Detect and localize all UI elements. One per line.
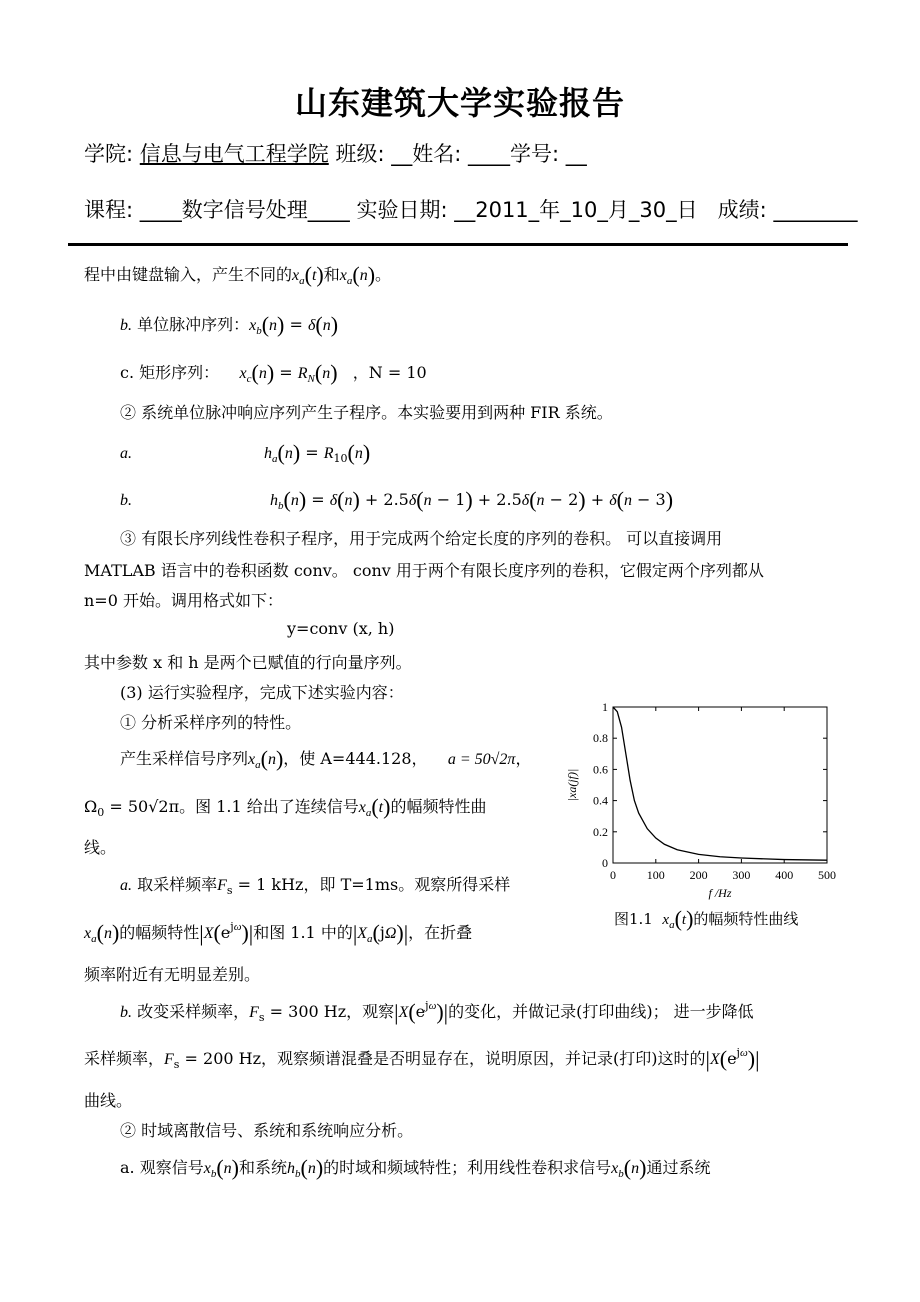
series-line: [613, 707, 827, 860]
course-label: 课程:: [84, 198, 140, 222]
body-line-15: $\Omega_0 = 50√2\pi$。图 1.1 给出了连续信号$x_a(t)$的幅频特性曲: [84, 794, 487, 819]
body-line-4: ② 系统单位脉冲响应序列产生子程序。本实验要用到两种 FIR 系统。: [120, 403, 613, 422]
y-tick-label: 0.4: [593, 793, 608, 808]
course-value: ____数字信号处理____: [139, 198, 350, 222]
y-axis-label: |xa(jf)|: [565, 768, 579, 802]
body-line-16: 线。: [84, 838, 117, 857]
y-tick-label: 0.8: [593, 731, 608, 746]
class-label: 班级:: [328, 142, 392, 166]
figure-caption: 图1.1 $x_a(t)$的幅频特性曲线: [614, 906, 799, 931]
date-day: _30_: [628, 198, 677, 222]
page-title: 山东建筑大学实验报告: [294, 84, 625, 122]
y-tick-label: 1: [602, 700, 608, 714]
x-tick-label: 0: [610, 868, 616, 882]
body-line-18: $x_a(n)$的幅频特性$|X(e^{j\omega})|$和图 1.1 中的$|X_a(j\Omega)|$，在折叠: [84, 920, 473, 946]
date-year-unit: 年: [539, 198, 561, 222]
id-blank: __: [565, 142, 587, 166]
body-line-7: ③ 有限长序列线性卷积子程序，用于完成两个给定长度的序列的卷积。 可以直接调用: [120, 529, 723, 548]
body-line-20: b. 改变采样频率，$F_s = 300$ Hz，观察$|X(e^{j\omega})|$的变化，并做记录(打印曲线)； 进一步降低: [120, 999, 754, 1025]
y-tick-label: 0.6: [593, 762, 608, 777]
name-blank: ____: [467, 142, 510, 166]
class-blank: __: [391, 142, 413, 166]
date-month: _10_: [560, 198, 608, 222]
name-label: 姓名:: [412, 142, 468, 166]
x-axis-label: f /Hz: [708, 886, 732, 900]
body-line-21: 采样频率，$F_s = 200$ Hz，观察频谱混叠是否明显存在，说明原因，并记录(打印)这时的$|X(e^{j\omega})|$: [84, 1046, 760, 1072]
college-value: 信息与电气工程学院: [139, 142, 329, 166]
date-day-unit: 日: [676, 198, 698, 222]
score-blank: ________: [773, 198, 858, 222]
header-divider: [68, 243, 848, 246]
body-line-2: b. 单位脉冲序列：$x_b(n) = \delta(n)$: [120, 312, 339, 337]
body-line-6: b. $h_b(n) = \delta(n) + 2.5\delta(n - 1) + 2.5\delta(n - 2) + \delta(n - 3)$: [120, 487, 674, 512]
x-tick-label: 500: [818, 868, 836, 882]
x-tick-label: 200: [689, 868, 708, 882]
x-tick-label: 300: [732, 868, 751, 882]
body-line-13: ① 分析采样序列的特性。: [120, 713, 302, 732]
plot-frame: [613, 707, 827, 863]
x-tick-label: 100: [646, 868, 665, 882]
id-label: 学号:: [509, 142, 566, 166]
body-line-23: ② 时域离散信号、系统和系统响应分析。: [120, 1121, 414, 1140]
y-tick-label: 0.2: [593, 824, 608, 839]
y-tick-label: 0: [602, 856, 608, 870]
body-line-9: n=0 开始。调用格式如下：: [84, 591, 283, 610]
body-line-19: 频率附近有无明显差别。: [84, 965, 261, 984]
body-line-1: 程中由键盘输入，产生不同的$x_a(t)$和$x_a(n)$。: [84, 262, 392, 287]
header-line-2: [84, 194, 857, 224]
date-label: 实验日期:: [356, 198, 455, 222]
college-label: 学院:: [84, 142, 140, 166]
body-line-5: a. $h_a(n) = R_{10}(n)$: [120, 440, 371, 465]
body-line-3: c. 矩形序列： $x_c(n) = R_N(n)$ ，N = 10: [120, 360, 427, 385]
body-line-22: 曲线。: [84, 1091, 133, 1110]
figure-chart: [560, 697, 850, 907]
date-year: __2011_: [454, 198, 540, 222]
body-line-8: MATLAB 语言中的卷积函数 conv。 conv 用于两个有限长度序列的卷积，它假定两个序列都从: [84, 561, 764, 580]
body-line-10: y=conv (x, h): [287, 619, 395, 638]
body-line-12: (3) 运行实验程序，完成下述实验内容：: [120, 683, 404, 702]
score-label: 成绩:: [717, 198, 774, 222]
x-tick-label: 400: [775, 868, 794, 882]
body-line-24: a. 观察信号$x_b(n)$和系统$h_b(n)$的时域和频域特性；利用线性卷积求信号$x_b(n)$通过系统: [120, 1155, 711, 1180]
header-line-1: [84, 138, 587, 168]
date-month-unit: 月: [607, 198, 629, 222]
body-line-17: a. 取采样频率$F_s = 1$ kHz，即 T=1ms。观察所得采样: [120, 875, 511, 897]
body-line-14: 产生采样信号序列$x_a(n)$，使 A=444.128， a = 50√2π，: [120, 746, 532, 771]
body-line-11: 其中参数 x 和 h 是两个已赋值的行向量序列。: [84, 653, 412, 672]
